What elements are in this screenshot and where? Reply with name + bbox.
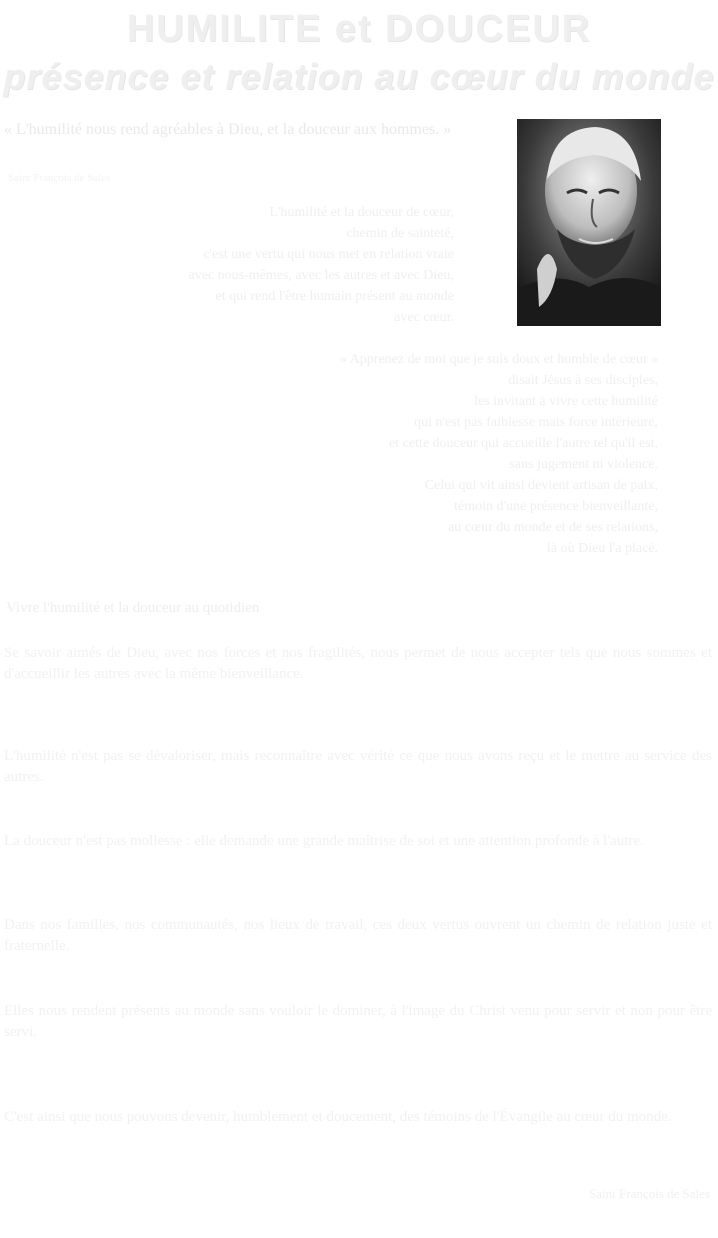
block2-line: et cette douceur qui accueille l'autre tel qu'il est, bbox=[389, 436, 658, 451]
block2-line: sans jugement ni violence. bbox=[509, 457, 658, 472]
paragraph: Elles nous rendent présents au monde sans vouloir le dominer, à l'image du Christ venu pour servir et non pour être servi. bbox=[4, 1003, 712, 1040]
intro-quote: « L'humilité nous rend agréables à Dieu, et la douceur aux hommes. » bbox=[4, 121, 452, 138]
block2-line: qui n'est pas faiblesse mais force intérieure, bbox=[414, 415, 658, 430]
block1-line: c'est une vertu qui nous met en relation vraie bbox=[203, 247, 454, 262]
block2-line: disait Jésus à ses disciples, bbox=[508, 373, 658, 388]
paragraph: C'est ainsi que nous pouvons devenir, humblement et doucement, des témoins de l'Évangile au cœur du monde. bbox=[4, 1109, 672, 1125]
block1-line: avec cœur. bbox=[394, 310, 454, 325]
page-title: HUMILITE et DOUCEUR bbox=[126, 8, 592, 50]
block1-line: avec nous-mêmes, avec les autres et avec Dieu, bbox=[188, 268, 454, 283]
paragraph: La douceur n'est pas mollesse : elle demande une grande maîtrise de soi et une attention profonde à l'autre. bbox=[4, 833, 644, 849]
block2-line: « Apprenez de moi que je suis doux et humble de cœur » bbox=[339, 352, 658, 367]
block1-line: chemin de sainteté, bbox=[346, 226, 454, 241]
paragraph: Dans nos familles, nos communautés, nos lieux de travail, ces deux vertus ouvrent un chemin de relation juste et fraternelle. bbox=[4, 917, 712, 954]
block2-line: Celui qui vit ainsi devient artisan de paix, bbox=[424, 478, 658, 493]
page-subtitle: présence et relation au cœur du monde bbox=[3, 56, 715, 97]
paragraph: Se savoir aimés de Dieu, avec nos forces et nos fragilités, nous permet de nous accepter tels que nous sommes et d'accueillir les autres avec la même bienveillance. bbox=[4, 645, 712, 682]
block2-line: témoin d'une présence bienveillante, bbox=[454, 499, 658, 514]
text-block-1 bbox=[4, 202, 454, 328]
section-title: Vivre l'humilité et la douceur au quotidien bbox=[6, 600, 260, 616]
block2-line: au cœur du monde et de ses relations, bbox=[448, 520, 658, 535]
block2-line: là où Dieu l'a placé. bbox=[547, 541, 658, 556]
block1-line: et qui rend l'être humain présent au monde bbox=[215, 289, 454, 304]
intro-reference: Saint François de Sales bbox=[8, 172, 111, 184]
block2-line: les invitant à vivre cette humilité bbox=[474, 394, 658, 409]
text-block-2 bbox=[230, 349, 658, 559]
signature: Saint François de Sales bbox=[589, 1186, 710, 1201]
paragraph: L'humilité n'est pas se dévaloriser, mais reconnaître avec vérité ce que nous avons reçu et le mettre au service des autres. bbox=[4, 748, 712, 785]
block1-line: L'humilité et la douceur de cœur, bbox=[269, 205, 454, 220]
portrait-image bbox=[517, 119, 661, 326]
